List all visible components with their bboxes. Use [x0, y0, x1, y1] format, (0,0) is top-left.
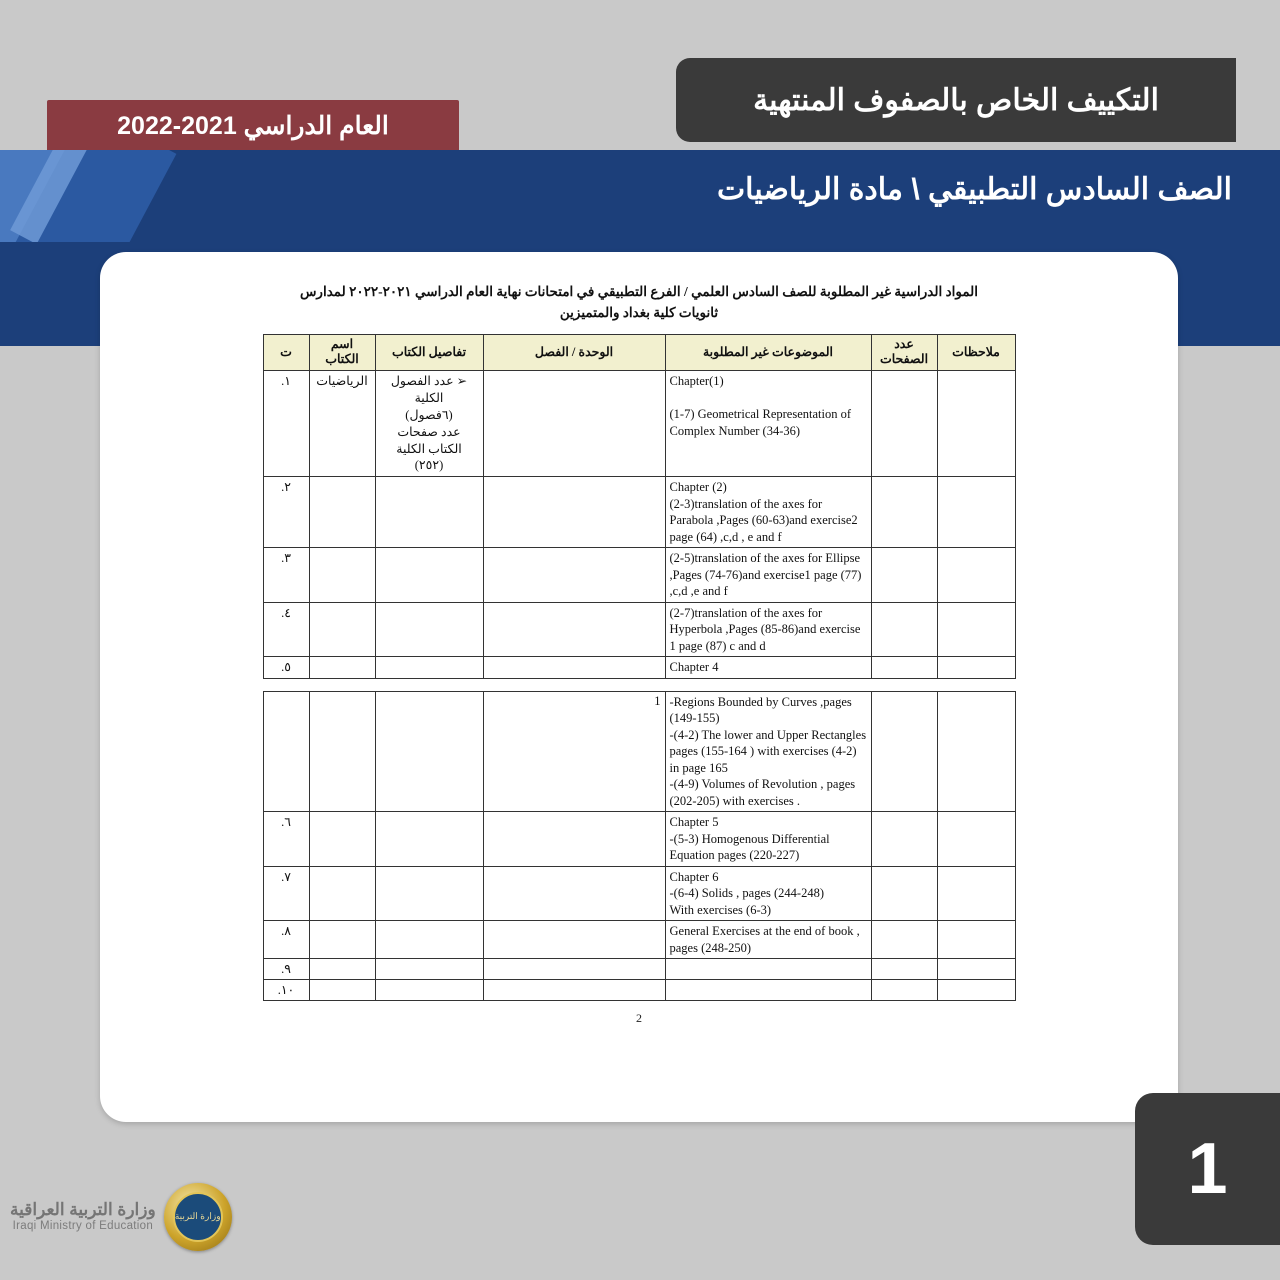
- row-cell-book-name: [309, 959, 375, 980]
- row-cell-pages-count: [871, 657, 937, 679]
- column-header-index: ت: [263, 334, 309, 370]
- column-header-book-details: تفاصيل الكتاب: [375, 334, 483, 370]
- table-row: [263, 548, 1015, 603]
- row-cell-notes: [937, 691, 1015, 812]
- column-header-notes: ملاحظات: [937, 334, 1015, 370]
- row-cell-notes: [937, 866, 1015, 921]
- row-cell-index: ٥.: [263, 657, 309, 679]
- table-row: [263, 866, 1015, 921]
- emblem-inner: وزارة التربية: [173, 1192, 223, 1242]
- document-title-line-1: المواد الدراسية غير المطلوبة للصف السادس العلمي / الفرع التطبيقي في امتحانات نهاية العام الدراسي ٢٠٢١-٢٠٢٢ لمدارس: [299, 284, 979, 299]
- table-row: [263, 980, 1015, 1001]
- row-cell-topics: (2-7)translation of the axes for Hyperbola ,Pages (85-86)and exercise 1 page (87) c and d: [665, 602, 871, 657]
- row-cell-index: ١٠.: [263, 980, 309, 1001]
- row-cell-book-details: [375, 657, 483, 679]
- ministry-name-english: Iraqi Ministry of Education: [12, 1220, 154, 1233]
- row-cell-notes: [937, 602, 1015, 657]
- row-cell-notes: [937, 812, 1015, 867]
- row-cell-book-details: [375, 866, 483, 921]
- document-title: [259, 282, 1019, 324]
- row-cell-pages-count: [871, 959, 937, 980]
- row-cell-book-name: الرياضيات: [309, 371, 375, 477]
- table-row: [263, 812, 1015, 867]
- column-header-book-name: اسم الكتاب: [309, 334, 375, 370]
- table-row: [263, 691, 1015, 812]
- table-body-bottom: [263, 691, 1015, 1001]
- row-cell-notes: [937, 477, 1015, 548]
- row-cell-unit: [483, 477, 665, 548]
- row-cell-unit: [483, 657, 665, 679]
- table-header-row: [263, 334, 1015, 370]
- row-cell-pages-count: [871, 548, 937, 603]
- row-cell-book-details: [375, 477, 483, 548]
- row-cell-unit: [483, 602, 665, 657]
- table-row: [263, 657, 1015, 679]
- row-cell-topics: (2-5)translation of the axes for Ellipse ,Pages (74-76)and exercise1 page (77) ,c,d ,e and f: [665, 548, 871, 603]
- row-cell-pages-count: [871, 812, 937, 867]
- row-cell-unit: 1: [483, 691, 665, 812]
- row-cell-topics: [665, 959, 871, 980]
- row-cell-book-details: [375, 548, 483, 603]
- top-banner: [676, 58, 1236, 142]
- row-cell-book-name: [309, 691, 375, 812]
- document-title-line-2: ثانويات كلية بغداد والمتميزين: [559, 304, 719, 320]
- row-cell-pages-count: [871, 691, 937, 812]
- slide-number: 1: [1187, 1129, 1228, 1209]
- table-body-top: [263, 371, 1015, 679]
- row-cell-unit: [483, 371, 665, 477]
- table-row: [263, 602, 1015, 657]
- row-cell-book-details: [375, 959, 483, 980]
- row-cell-topics: Chapter(1) (1-7) Geometrical Representation of Complex Number (34-36): [665, 371, 871, 477]
- row-cell-topics: Chapter 4: [665, 657, 871, 679]
- row-cell-notes: [937, 371, 1015, 477]
- ministry-emblem-icon: [164, 1183, 232, 1251]
- column-header-unit: الوحدة / الفصل: [483, 334, 665, 370]
- row-cell-unit: [483, 980, 665, 1001]
- row-cell-pages-count: [871, 602, 937, 657]
- row-cell-topics: -Regions Bounded by Curves ,pages (149-155) -(4-2) The lower and Upper Rectangles pages (155-164 ) with exercises (4-2) in page 165 -(4-9) Volumes of Revolution , pages (202-205) with exercises .: [665, 691, 871, 812]
- row-cell-notes: [937, 657, 1015, 679]
- row-cell-pages-count: [871, 980, 937, 1001]
- row-cell-book-details: [375, 921, 483, 959]
- subject-band: [0, 150, 1280, 242]
- subjects-table-bottom: [263, 691, 1016, 1002]
- row-cell-unit: [483, 921, 665, 959]
- row-cell-pages-count: [871, 921, 937, 959]
- row-cell-index: ٨.: [263, 921, 309, 959]
- academic-year-label: العام الدراسي 2021-2022: [117, 112, 389, 140]
- row-cell-book-name: [309, 921, 375, 959]
- row-cell-notes: [937, 548, 1015, 603]
- row-cell-notes: [937, 980, 1015, 1001]
- column-header-topics: الموضوعات غير المطلوبة: [665, 334, 871, 370]
- row-cell-book-name: [309, 812, 375, 867]
- row-cell-topics: Chapter 5 -(5-3) Homogenous Differential Equation pages (220-227): [665, 812, 871, 867]
- subject-title: الصف السادس التطبيقي \ مادة الرياضيات: [716, 173, 1232, 206]
- row-cell-book-name: [309, 980, 375, 1001]
- academic-year-ribbon: [47, 100, 459, 152]
- row-cell-index: ٦.: [263, 812, 309, 867]
- document-card: [100, 252, 1178, 1122]
- ministry-text: [10, 1200, 156, 1234]
- row-cell-unit: [483, 959, 665, 980]
- row-cell-book-name: [309, 657, 375, 679]
- ministry-footer: [10, 1176, 260, 1258]
- row-cell-index: ١.: [263, 371, 309, 477]
- row-cell-index: ٤.: [263, 602, 309, 657]
- row-cell-book-details: [375, 602, 483, 657]
- row-cell-book-details: [375, 812, 483, 867]
- row-cell-book-name: [309, 548, 375, 603]
- row-cell-topics: Chapter 6 -(6-4) Solids , pages (244-248) With exercises (6-3): [665, 866, 871, 921]
- row-cell-notes: [937, 959, 1015, 980]
- row-cell-index: ٢.: [263, 477, 309, 548]
- row-cell-book-details: [375, 980, 483, 1001]
- row-cell-topics: [665, 980, 871, 1001]
- row-cell-book-details: ➢ عدد الفصول الكلية (٦فصول) عدد صفحات الكتاب الكلية (٢٥٢): [375, 371, 483, 477]
- row-cell-notes: [937, 921, 1015, 959]
- table-row: [263, 921, 1015, 959]
- row-cell-book-name: [309, 866, 375, 921]
- row-cell-topics: General Exercises at the end of book , pages (248-250): [665, 921, 871, 959]
- row-cell-topics: Chapter (2) (2-3)translation of the axes for Parabola ,Pages (60-63)and exercise2 page (64) ,c,d , e and f: [665, 477, 871, 548]
- row-cell-unit: [483, 548, 665, 603]
- ministry-name-arabic: وزارة التربية العراقية: [10, 1199, 156, 1219]
- row-cell-book-details: [375, 691, 483, 812]
- row-cell-pages-count: [871, 371, 937, 477]
- row-cell-book-name: [309, 602, 375, 657]
- inner-page-number: 2: [636, 1011, 642, 1026]
- row-cell-book-name: [309, 477, 375, 548]
- row-cell-index: ٧.: [263, 866, 309, 921]
- table-row: [263, 477, 1015, 548]
- slide-number-tab: [1135, 1093, 1280, 1245]
- row-cell-unit: [483, 812, 665, 867]
- row-cell-index: [263, 691, 309, 812]
- row-cell-pages-count: [871, 866, 937, 921]
- table-row: [263, 959, 1015, 980]
- subjects-table-top: [263, 334, 1016, 679]
- table-row: [263, 371, 1015, 477]
- row-cell-index: ٩.: [263, 959, 309, 980]
- row-cell-pages-count: [871, 477, 937, 548]
- top-banner-title: التكييف الخاص بالصفوف المنتهية: [753, 83, 1159, 117]
- row-cell-index: ٣.: [263, 548, 309, 603]
- column-header-pages-count: عدد الصفحات: [871, 334, 937, 370]
- row-cell-unit: [483, 866, 665, 921]
